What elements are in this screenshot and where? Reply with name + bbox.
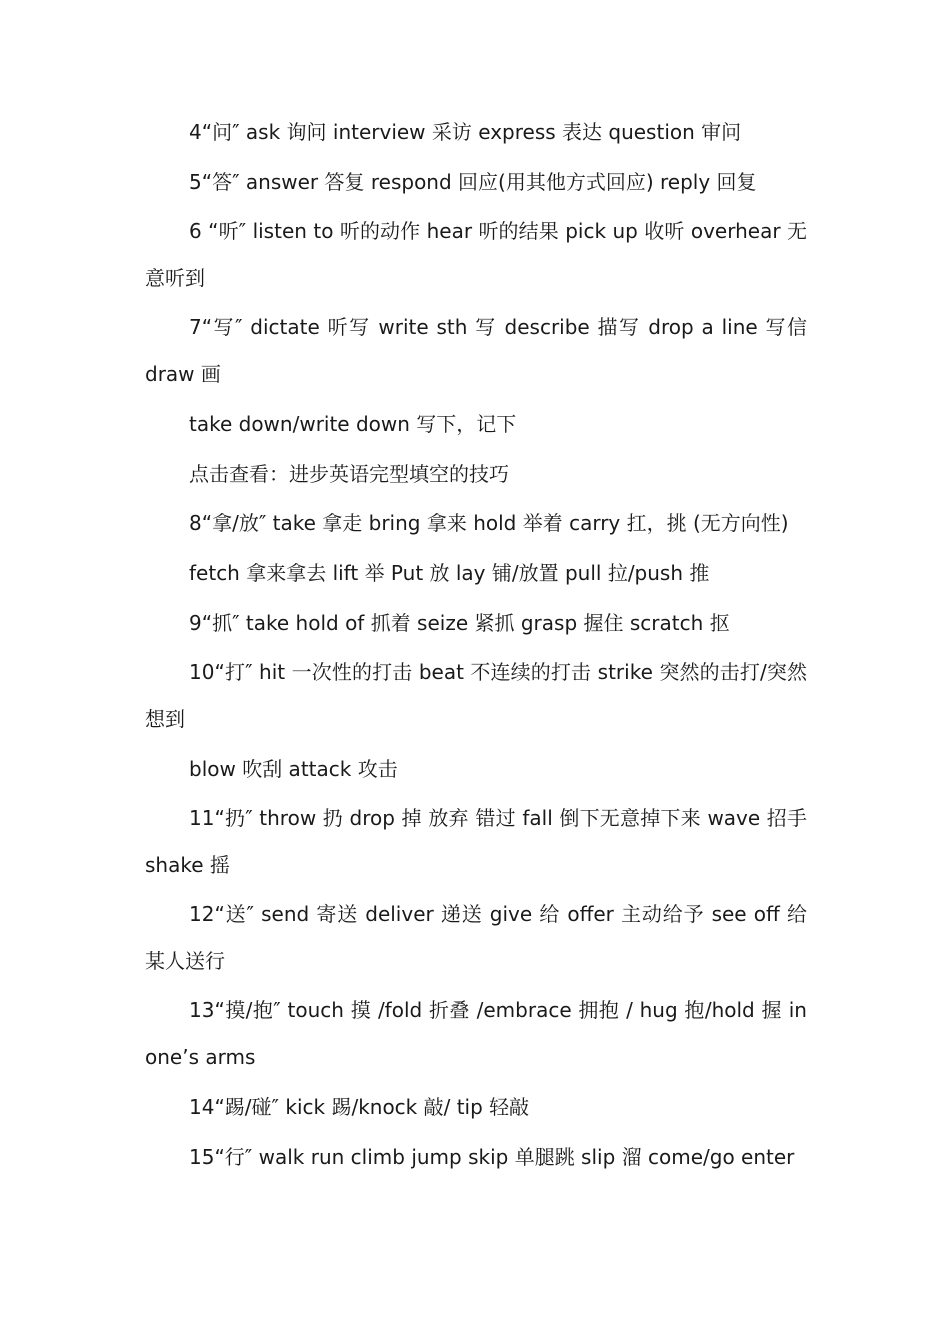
paragraph-fetch: fetch 拿来拿去 lift 举 Put 放 lay 铺/放置 pull 拉/push 推 xyxy=(189,561,710,585)
paragraph-touch: 13“摸/抱″ touch 摸 /fold 折叠 /embrace 拥抱 / hug 抱/hold 握 in one’s arms xyxy=(145,998,807,1069)
paragraph-blow: blow 吹刮 attack 攻击 xyxy=(189,757,398,781)
paragraph-take-down: take down/write down 写下，记下 xyxy=(189,412,517,436)
paragraph-ask: 4“问″ ask 询问 interview 采访 express 表达 question 审问 xyxy=(189,120,742,144)
paragraph-send: 12“送″ send 寄送 deliver 递送 give 给 offer 主动给予 see off 给某人送行 xyxy=(145,902,807,973)
paragraph-grab: 9“抓″ take hold of 抓着 seize 紧抓 grasp 握住 scratch 抠 xyxy=(189,611,730,635)
paragraph-take-put: 8“拿/放″ take 拿走 bring 拿来 hold 举着 carry 扛，挑 (无方向性) xyxy=(189,511,789,535)
paragraph-link-tips[interactable]: 点击查看：进步英语完型填空的技巧 xyxy=(189,462,509,486)
document-page xyxy=(145,108,807,1183)
paragraph-hit: 10“打″ hit 一次性的打击 beat 不连续的打击 strike 突然的击打/突然想到 xyxy=(145,660,807,731)
paragraph-listen: 6 “听″ listen to 听的动作 hear 听的结果 pick up 收听 overhear 无意听到 xyxy=(145,219,807,290)
paragraph-write: 7“写″ dictate 听写 write sth 写 describe 描写 drop a line 写信 draw 画 xyxy=(145,315,807,386)
paragraph-walk: 15“行″ walk run climb jump skip 单腿跳 slip 溜 come/go enter xyxy=(189,1145,795,1169)
paragraph-kick: 14“踢/碰″ kick 踢/knock 敲/ tip 轻敲 xyxy=(189,1095,530,1119)
paragraph-throw: 11“扔″ throw 扔 drop 掉 放弃 错过 fall 倒下无意掉下来 wave 招手 shake 摇 xyxy=(145,806,807,877)
paragraph-answer: 5“答″ answer 答复 respond 回应(用其他方式回应) reply 回复 xyxy=(189,170,757,194)
